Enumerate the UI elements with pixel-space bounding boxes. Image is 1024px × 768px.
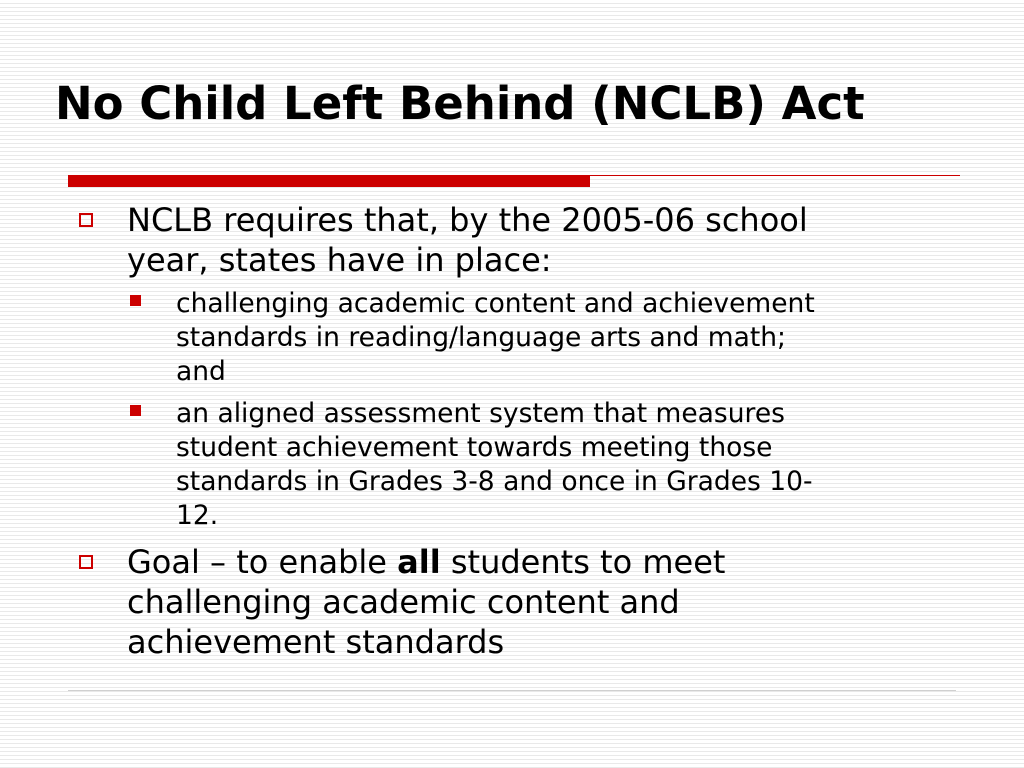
filled-square-bullet-icon [130, 295, 141, 306]
sub-bullet-line: student achievement towards meeting those [176, 432, 773, 463]
goal-text-emphasis: all [397, 543, 441, 581]
bullet-line: achievement standards [127, 623, 505, 661]
hollow-square-bullet-icon [79, 213, 93, 227]
bullet-line: challenging academic content and [127, 583, 680, 621]
sub-bullet-line: standards in reading/language arts and math; [176, 322, 786, 353]
hollow-square-bullet-icon [79, 555, 93, 569]
sub-bullet-line: standards in Grades 3-8 and once in Grades 10- [176, 466, 813, 497]
sub-bullet-item [176, 287, 956, 389]
footer-divider [68, 690, 956, 691]
sub-bullet-item [176, 397, 956, 533]
bullet-line [127, 542, 957, 582]
goal-text-after: students to meet [440, 543, 726, 581]
slide-title: No Child Left Behind (NCLB) Act [55, 77, 865, 130]
bullet-line: year, states have in place: [127, 241, 552, 279]
sub-bullet-line: and [176, 356, 226, 387]
goal-text-before: Goal – to enable [127, 543, 398, 581]
bullet-item [127, 542, 957, 662]
title-underline-thin [590, 175, 960, 176]
bullet-item [127, 200, 957, 280]
sub-bullet-line: challenging academic content and achievement [176, 288, 815, 319]
filled-square-bullet-icon [130, 405, 141, 416]
sub-bullet-line: an aligned assessment system that measures [176, 398, 785, 429]
title-underline-thick [68, 175, 590, 187]
bullet-line: NCLB requires that, by the 2005-06 school [127, 201, 808, 239]
sub-bullet-line: 12. [176, 500, 219, 531]
